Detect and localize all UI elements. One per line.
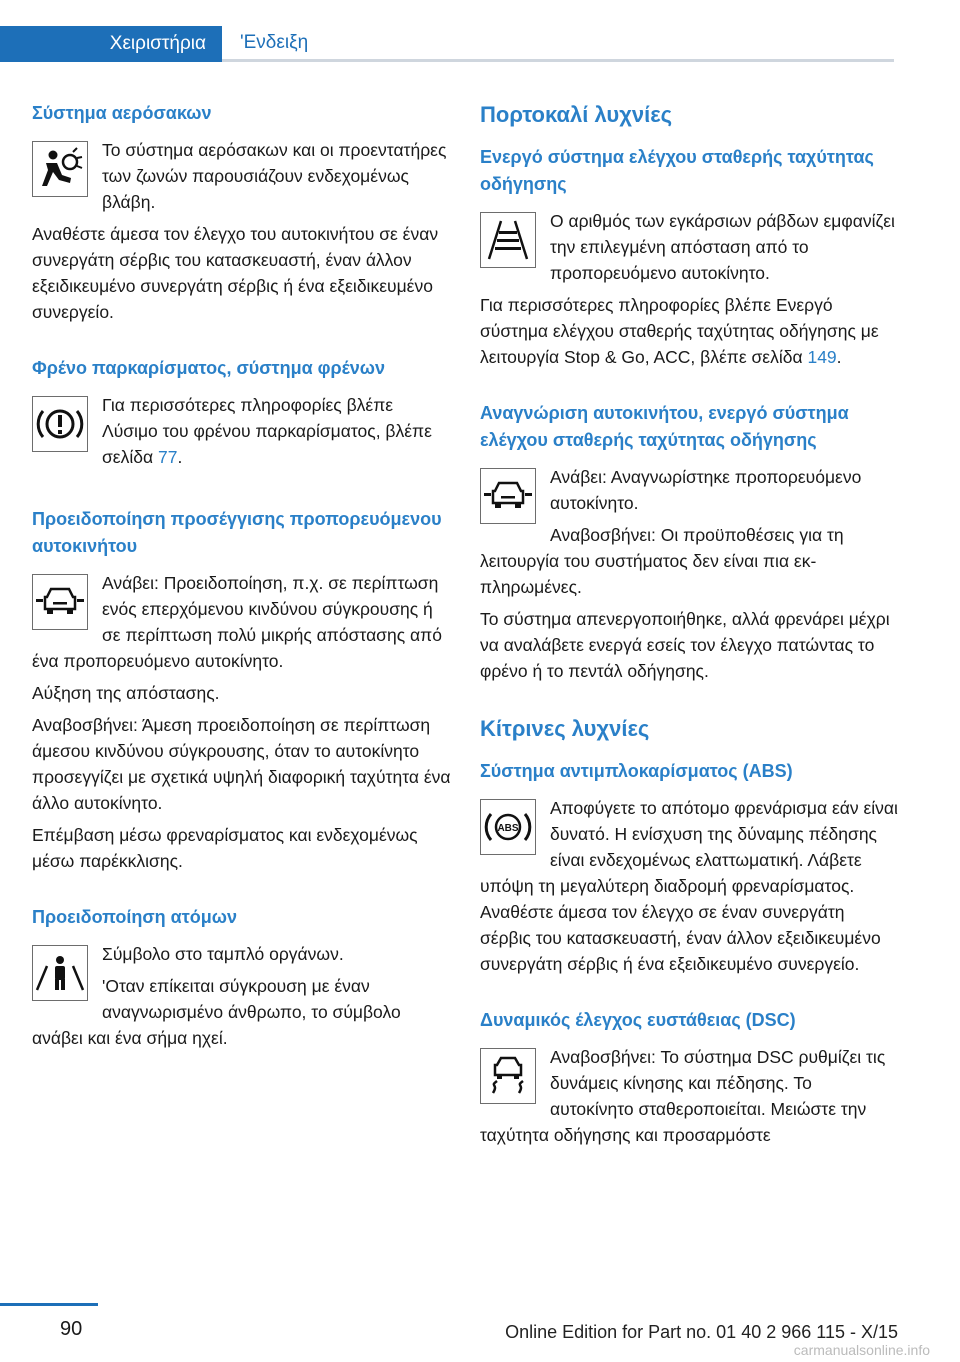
dsc-skid-icon: [480, 1048, 536, 1104]
section-title: Ενεργό σύστημα ελέγχου σταθερής ταχύτητας οδήγησης: [480, 147, 874, 194]
section-airbag: [32, 100, 452, 325]
paragraph: Αναβοσβήνει: Άμεση προειδοποίηση σε περίπτωση άμεσου κινδύνου σύγκρουσης, όταν το αυτοκίνητο προσεγγίζει με σχετικά υψηλή διαφορική ταχύτητα ένα άλλο αυτοκίνητο.: [32, 715, 451, 813]
right-column: [480, 100, 900, 1178]
watermark: carmanualsonline.info: [793, 1342, 930, 1358]
abs-icon-text: ABS: [497, 823, 519, 834]
left-column: [32, 100, 452, 1081]
section-title: Δυναμικός έλεγχος ευστάθειας (DSC): [480, 1010, 796, 1030]
distance-bars-icon: [480, 212, 536, 268]
footer-rule: [0, 1303, 98, 1306]
paragraph-end: .: [836, 347, 842, 367]
section-title: Προειδοποίηση προσέγγισης προπορευόμενου αυτοκινήτου: [32, 509, 442, 556]
yellow-lights-heading: Κίτρινες λυχνίες: [480, 716, 650, 741]
page-number: 90: [60, 1318, 83, 1340]
abs-icon: [480, 799, 536, 855]
paragraph: Ο αριθμός των εγκάρσιων ράβδων εμφανίζει την επιλεγμένη απόσταση από το προπορευόμενο αυτοκίνητο.: [550, 211, 895, 283]
collision-warning-icon: [32, 574, 88, 630]
section-person-warning: [32, 904, 452, 1051]
paragraph: Αναθέστε άμεσα τον έλεγχο του αυτοκινήτου σε έναν συνεργάτη σέρβις του κατασκευαστή, έναν άλλον εξειδικευμένο συνεργάτη σέρβις ή ένα εξειδικευμένο συνεργείο.: [32, 224, 439, 322]
section-title: Σύστημα αντιμπλοκαρίσματος (ABS): [480, 761, 793, 781]
section-active-cruise: [480, 144, 900, 370]
tab-display-label: 'Ενδειξη: [240, 31, 309, 53]
tab-controls-label: Χειριστήρια: [109, 33, 206, 54]
section-parking-brake: [32, 355, 452, 476]
paragraph: Επέμβαση μέσω φρεναρίσματος και ενδεχομένως μέσω παρέκκλισης.: [32, 825, 418, 871]
paragraph-text: Για περισσότερες πληροφορίες βλέπε Λύσιμο του φρένου παρκαρίσματος, βλέπε σελίδα: [102, 395, 432, 467]
paragraph: Αναβοσβήνει: Οι προϋποθέσεις για τη λειτουργία του συστήματος δεν είναι πια εκπληρωμένες.: [480, 525, 844, 597]
paragraph-end: .: [177, 447, 183, 467]
section-title: Προειδοποίηση ατόμων: [32, 907, 237, 927]
tab-controls[interactable]: [0, 26, 222, 62]
section-abs: [480, 758, 900, 977]
vehicle-detected-icon: [480, 468, 536, 524]
header-bar: [0, 0, 960, 62]
pedestrian-warning-icon: [32, 945, 88, 1001]
brake-warning-icon: [32, 396, 88, 452]
paragraph-text: Για περισσότερες πληροφορίες βλέπε Ενεργό σύστημα ελέγχου σταθερής ταχύτητας οδήγησης με λειτουργία Stop & Go, ACC, βλέπε σελίδα: [480, 295, 879, 367]
edition-text: Online Edition for Part no. 01 40 2 966 115 - X/15: [505, 1322, 898, 1342]
paragraph: Το σύστημα απενεργοποιήθηκε, αλλά φρενάρει μέχρι να αναλάβετε ενεργά εσείς τον έλεγχο πατώντας το φρένο ή το πεντάλ οδήγησης.: [480, 609, 890, 681]
section-title: Φρένο παρκαρίσματος, σύστημα φρένων: [32, 358, 386, 378]
paragraph: [32, 392, 452, 470]
page-link[interactable]: 149: [807, 347, 837, 367]
orange-lights-heading: Πορτοκαλί λυχνίες: [480, 102, 673, 127]
paragraph: Αναβοσβήνει: Το σύστημα DSC ρυθμίζει τις δυνάμεις κίνησης και πέδησης. Το αυτοκίνητο σταθεροποιείται. Μειώστε την ταχύτητα οδήγησης και προσαρμόστε: [480, 1047, 886, 1145]
paragraph: Σύμβολο στο ταμπλό οργάνων.: [102, 944, 344, 964]
section-title: Αναγνώριση αυτοκινήτου, ενεργό σύστημα ελέγχου σταθερής ταχύτητας οδήγησης: [480, 403, 849, 450]
paragraph: 'Οταν επίκειται σύγκρουση με έναν αναγνωρισμένο άνθρωπο, το σύμβολο ανάβει και ένα σήμα ηχεί.: [32, 976, 401, 1048]
tab-display[interactable]: [222, 26, 894, 62]
section-collision-warning: [32, 506, 452, 874]
page-link[interactable]: 77: [157, 447, 178, 467]
paragraph: Ανάβει: Αναγνωρίστηκε προπορευόμενο αυτοκίνητο.: [550, 467, 862, 513]
section-title: Σύστημα αερόσακων: [32, 103, 212, 123]
airbag-warning-icon: [32, 141, 88, 197]
paragraph: Αποφύγετε το απότομο φρενάρισμα εάν είναι δυνατό. Η ενίσχυση της δύναμης πέδησης είναι ενδεχομένως ελαττωματική. Λάβετε υπόψη τη μεγαλύτερη διαδρομή φρεναρίσματος. Αναθέστε άμεσα τον έλεγχο σε έναν συνεργάτη σέρβις του κατασκευαστή, έναν άλλον εξειδικευμένο συνεργάτη σέρβις ή ένα εξειδικευμένο συνεργείο.: [480, 798, 898, 974]
paragraph: Αύξηση της απόστασης.: [32, 683, 220, 703]
section-dsc: [480, 1007, 900, 1148]
paragraph: Το σύστημα αερόσακων και οι προεντατήρες των ζωνών παρουσιάζουν ενδεχομένως βλάβη.: [102, 140, 447, 212]
paragraph: [480, 292, 900, 370]
paragraph: Ανάβει: Προειδοποίηση, π.χ. σε περίπτωση ενός επερχόμενου κινδύνου σύγκρουσης ή σε περίπτωση πολύ μικρής απόστασης από ένα προπορευόμενο αυτοκίνητο.: [32, 573, 442, 671]
section-vehicle-detection: [480, 400, 900, 684]
